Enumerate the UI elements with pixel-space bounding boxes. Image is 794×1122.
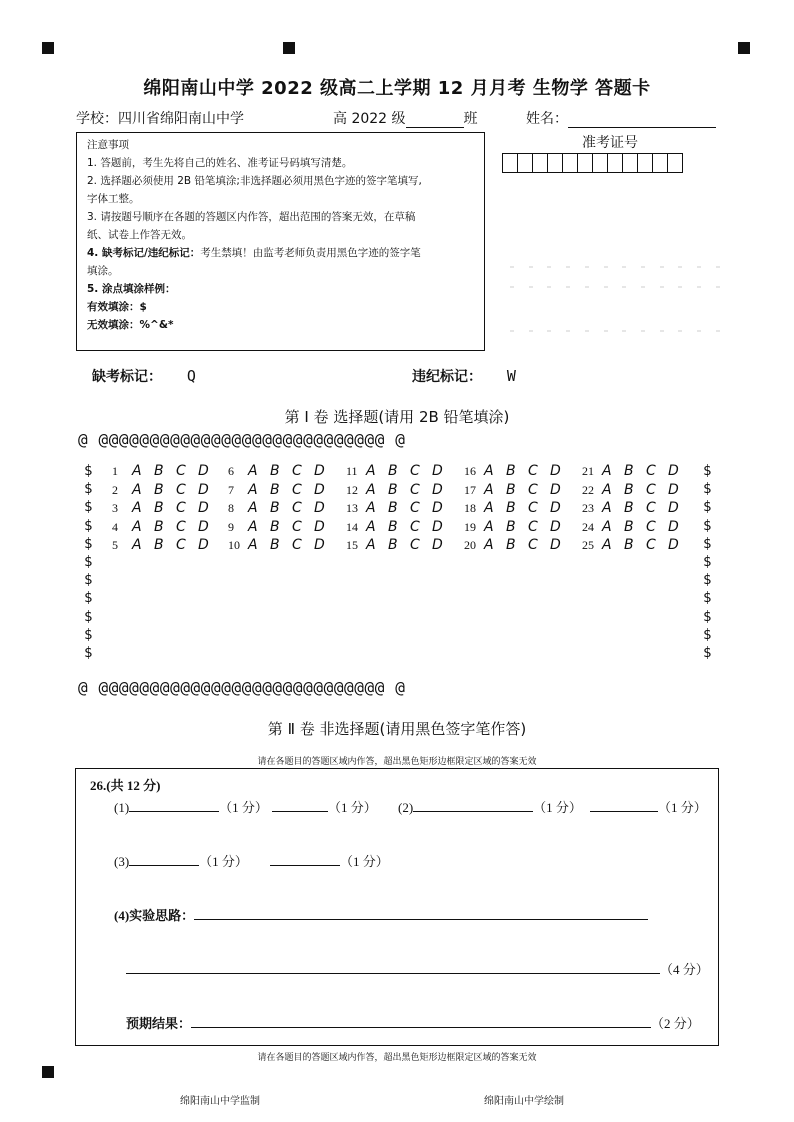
alignment-marker	[283, 42, 295, 54]
answer-blank[interactable]	[272, 799, 328, 812]
option-bubble[interactable]: C	[292, 481, 303, 498]
part-label: (2)	[398, 800, 414, 815]
choice-question	[582, 500, 690, 516]
option-bubble[interactable]: D	[550, 500, 562, 516]
option-bubble[interactable]: C	[176, 500, 187, 516]
side-marks-left: $ $ $ $ $ $ $ $ $ $ $	[84, 463, 93, 662]
question-number: 20	[464, 538, 476, 552]
choice-question	[346, 500, 454, 516]
choice-question	[464, 519, 572, 535]
option-bubble[interactable]: C	[646, 500, 657, 516]
part-label: (1)	[114, 800, 130, 815]
instruction-line: 纸、试卷上作答无效。	[87, 229, 192, 241]
option-bubble[interactable]: B	[388, 500, 399, 516]
grade-field[interactable]	[333, 108, 478, 128]
choice-question	[582, 537, 690, 553]
alignment-marker	[738, 42, 750, 54]
grade-suffix: 班	[463, 111, 478, 127]
option-bubble[interactable]: B	[388, 481, 399, 498]
violation-box[interactable]: W	[506, 367, 516, 385]
alignment-marker	[42, 42, 54, 54]
option-bubble[interactable]: B	[270, 500, 281, 516]
invalid-sample	[87, 316, 474, 334]
option-bubble[interactable]: B	[624, 537, 635, 553]
question-number: 11	[346, 464, 358, 478]
part-label: 预期结果：	[126, 1016, 192, 1031]
answer-area-note: 请在各题目的答题区域内作答，超出黑色矩形边框限定区域的答案无效	[257, 756, 537, 766]
option-bubble[interactable]: B	[624, 481, 635, 498]
option-bubble[interactable]: C	[528, 537, 539, 553]
option-bubble[interactable]: D	[198, 518, 210, 535]
score-label: （1 分）	[219, 800, 268, 815]
option-bubble[interactable]: C	[292, 518, 303, 535]
exam-id-cell[interactable]	[532, 153, 548, 173]
section-1-title: 第 Ⅰ 卷 选择题(请用 2B 铅笔填涂)	[284, 408, 510, 426]
barcode-dots	[510, 286, 720, 290]
option-bubble[interactable]: D	[198, 463, 210, 479]
option-bubble[interactable]: B	[154, 537, 165, 553]
option-bubble[interactable]: A	[248, 500, 259, 516]
option-bubble[interactable]: C	[528, 463, 539, 479]
option-bubble[interactable]: D	[668, 500, 680, 516]
barcode-dots	[510, 330, 720, 334]
choice-question	[582, 463, 690, 479]
instruction-line: 字体工整。	[87, 193, 140, 205]
option-bubble[interactable]: C	[646, 463, 657, 479]
option-bubble[interactable]: B	[624, 500, 635, 516]
option-bubble[interactable]: D	[550, 481, 562, 498]
option-bubble[interactable]: B	[388, 518, 399, 535]
exam-id-cell[interactable]	[607, 153, 623, 173]
option-bubble[interactable]: A	[366, 537, 377, 553]
score-label: （1 分）	[533, 800, 582, 815]
option-bubble[interactable]: D	[432, 500, 444, 516]
option-bubble[interactable]: C	[410, 500, 421, 516]
invalid-label: 无效填涂：	[87, 319, 140, 331]
option-bubble[interactable]: D	[198, 537, 210, 553]
choice-question	[464, 537, 572, 553]
option-bubble[interactable]: C	[528, 518, 539, 535]
score-label: （1 分）	[327, 800, 377, 815]
question-number: 18	[464, 501, 476, 515]
option-bubble[interactable]: C	[528, 500, 539, 516]
question-number: 8	[228, 501, 234, 515]
instruction-line: 5. 涂点填涂样例：	[87, 283, 176, 295]
option-bubble[interactable]: C	[410, 481, 421, 498]
exam-id-cell[interactable]	[517, 153, 533, 173]
option-bubble[interactable]: B	[388, 537, 399, 553]
choice-question	[346, 463, 454, 479]
option-bubble[interactable]: C	[646, 481, 657, 498]
option-bubble[interactable]: C	[410, 537, 421, 553]
part-label: (4)实验思路：	[114, 908, 195, 923]
exam-id-cell[interactable]	[502, 153, 518, 173]
question-number: 15	[346, 538, 358, 552]
option-bubble[interactable]: C	[410, 518, 421, 535]
option-bubble[interactable]: B	[506, 518, 517, 535]
option-bubble[interactable]: C	[528, 481, 539, 498]
question-number: 13	[346, 501, 358, 515]
answer-blank[interactable]	[270, 853, 340, 866]
option-bubble[interactable]: B	[154, 500, 165, 516]
option-bubble[interactable]: C	[176, 537, 187, 553]
option-bubble[interactable]: A	[484, 537, 495, 553]
choice-question	[464, 463, 572, 479]
alignment-marker	[42, 1066, 54, 1078]
option-bubble[interactable]: C	[646, 518, 657, 535]
score-label: （1 分）	[199, 854, 248, 869]
choice-question	[346, 482, 454, 498]
option-bubble[interactable]: D	[314, 518, 326, 535]
question-number: 16	[464, 464, 476, 478]
option-bubble[interactable]: D	[314, 481, 326, 498]
score-label: （4 分）	[660, 962, 709, 977]
question-number: 2	[112, 482, 118, 497]
option-bubble[interactable]: D	[668, 518, 680, 535]
instruction-bold: 4. 缺考标记/违纪标记：	[87, 247, 201, 259]
page-title: 绵阳南山中学 2022 级高二上学期 12 月月考 生物学 答题卡	[143, 78, 651, 99]
section-2-title: 第 Ⅱ 卷 非选择题(请用黑色签字笔作答)	[267, 720, 527, 738]
option-bubble[interactable]: A	[248, 537, 259, 553]
option-bubble[interactable]: D	[198, 500, 210, 516]
option-bubble[interactable]: A	[366, 500, 377, 516]
choice-question	[228, 482, 336, 498]
option-bubble[interactable]: A	[132, 518, 143, 535]
option-bubble[interactable]: A	[602, 463, 613, 479]
q26-part1	[114, 797, 377, 816]
answer-blank[interactable]	[129, 853, 199, 866]
footer-left: 绵阳南山中学监制	[180, 1096, 260, 1107]
option-bubble[interactable]: B	[624, 463, 635, 479]
choice-question	[582, 482, 690, 498]
option-bubble[interactable]: C	[646, 537, 657, 553]
name-blank[interactable]	[568, 113, 716, 128]
side-marks-right: $ $ $ $ $ $ $ $ $ $ $	[703, 463, 712, 662]
option-bubble[interactable]: D	[550, 518, 562, 535]
question-number: 19	[464, 519, 476, 534]
choice-question	[346, 519, 454, 535]
option-bubble[interactable]: B	[154, 518, 165, 535]
question-number: 23	[582, 501, 594, 515]
answer-line[interactable]	[194, 907, 648, 920]
choice-question	[112, 500, 220, 516]
absent-box[interactable]: Q	[186, 367, 196, 385]
score-label: （1 分）	[339, 854, 389, 869]
absent-mark[interactable]	[92, 366, 196, 386]
option-bubble[interactable]: A	[484, 500, 495, 516]
option-bubble[interactable]: C	[292, 537, 303, 553]
choice-question	[464, 482, 572, 498]
instruction-line	[87, 244, 474, 262]
option-bubble[interactable]: B	[154, 481, 165, 498]
option-bubble[interactable]: A	[132, 481, 143, 498]
question-number: 3	[112, 501, 118, 515]
class-blank[interactable]	[406, 113, 464, 128]
option-bubble[interactable]: B	[270, 463, 281, 479]
absent-label: 缺考标记：	[92, 369, 162, 385]
q26-part2	[398, 797, 707, 816]
choice-question	[228, 463, 336, 479]
option-bubble[interactable]: C	[410, 463, 421, 479]
option-bubble[interactable]: B	[506, 463, 517, 479]
option-bubble[interactable]: D	[198, 481, 210, 498]
instruction-text: 考生禁填！由监考老师负责用黑色字迹的签字笔	[200, 247, 421, 259]
option-bubble[interactable]: A	[132, 500, 143, 516]
option-bubble[interactable]: A	[602, 518, 613, 535]
answer-blank[interactable]	[590, 799, 658, 812]
exam-id-cell[interactable]	[562, 153, 578, 173]
exam-id-cell[interactable]	[667, 153, 683, 173]
question-number: 14	[346, 519, 358, 534]
question-26-label: 26.(共 12 分)	[90, 778, 161, 793]
option-bubble[interactable]: D	[432, 463, 444, 479]
option-bubble[interactable]: A	[248, 463, 259, 479]
option-bubble[interactable]: D	[432, 518, 444, 535]
option-bubble[interactable]: B	[154, 463, 165, 479]
instructions-box	[76, 132, 485, 351]
answer-area-note-bottom: 请在各题目的答题区域内作答，超出黑色矩形边框限定区域的答案无效	[257, 1052, 537, 1062]
option-bubble[interactable]: A	[602, 500, 613, 516]
exam-id-cell[interactable]	[592, 153, 608, 173]
invalid-sample-mark: %^&*	[139, 319, 174, 331]
instruction-line: 填涂。	[87, 265, 119, 277]
choice-question	[228, 537, 336, 553]
option-bubble[interactable]: C	[292, 463, 303, 479]
option-bubble[interactable]: B	[624, 518, 635, 535]
instruction-line: 1. 答题前，考生先将自己的姓名、准考证号码填写清楚。	[87, 157, 353, 169]
option-bubble[interactable]: A	[248, 518, 259, 535]
option-bubble[interactable]: A	[366, 518, 377, 535]
q26-part4	[114, 905, 648, 924]
option-bubble[interactable]: B	[270, 481, 281, 498]
option-bubble[interactable]: A	[366, 463, 377, 479]
option-bubble[interactable]: C	[176, 481, 187, 498]
answer-blank[interactable]	[129, 799, 219, 812]
q26-part4-line2	[126, 959, 709, 978]
choice-question	[112, 519, 220, 535]
q26-part3	[114, 851, 389, 870]
answer-blank[interactable]	[413, 799, 533, 812]
footer-right: 绵阳南山中学绘制	[484, 1096, 564, 1107]
choice-question	[582, 519, 690, 535]
answer-line[interactable]	[126, 961, 660, 974]
part-label: (3)	[114, 854, 130, 869]
question-number: 6	[228, 464, 234, 478]
name-field[interactable]	[526, 108, 716, 128]
instruction-line: 3. 请按题号顺序在各题的答题区内作答，超出范围的答案无效，在草稿	[87, 211, 416, 223]
choice-question	[228, 519, 336, 535]
option-bubble[interactable]: D	[550, 463, 562, 479]
barcode-dots	[510, 266, 720, 270]
option-bubble[interactable]: D	[668, 463, 680, 479]
border-row-top: @ @@@@@@@@@@@@@@@@@@@@@@@@@@@@ @	[78, 430, 406, 449]
question-number: 10	[228, 538, 240, 552]
question-number: 17	[464, 482, 476, 497]
exam-id-cell[interactable]	[622, 153, 638, 173]
option-bubble[interactable]: D	[314, 463, 326, 479]
valid-label: 有效填涂：	[87, 301, 140, 313]
valid-sample	[87, 298, 474, 316]
exam-id-cell[interactable]	[637, 153, 653, 173]
question-number: 4	[112, 519, 118, 534]
option-bubble[interactable]: A	[248, 481, 259, 498]
question-number: 12	[346, 482, 358, 497]
option-bubble[interactable]: A	[132, 537, 143, 553]
border-row-bottom: @ @@@@@@@@@@@@@@@@@@@@@@@@@@@@ @	[78, 678, 406, 697]
grade-prefix: 高 2022 级	[333, 111, 406, 127]
answer-box-26	[75, 768, 719, 1046]
option-bubble[interactable]: C	[176, 518, 187, 535]
option-bubble[interactable]: B	[270, 537, 281, 553]
question-number: 25	[582, 538, 594, 552]
exam-id-cell[interactable]	[652, 153, 668, 173]
question-number: 7	[228, 482, 234, 497]
option-bubble[interactable]: D	[432, 481, 444, 498]
option-bubble[interactable]: A	[484, 518, 495, 535]
question-number: 5	[112, 538, 118, 552]
exam-id-label: 准考证号	[582, 135, 638, 151]
option-bubble[interactable]: A	[366, 481, 377, 498]
name-label: 姓名：	[526, 111, 568, 127]
option-bubble[interactable]: D	[432, 537, 444, 553]
q26-expected	[126, 1013, 700, 1032]
option-bubble[interactable]: B	[388, 463, 399, 479]
option-bubble[interactable]: A	[484, 463, 495, 479]
answer-line[interactable]	[191, 1015, 651, 1028]
question-number: 24	[582, 519, 594, 534]
instructions-heading: 注意事项	[87, 139, 129, 151]
score-label: （1 分）	[657, 800, 707, 815]
choice-question	[464, 500, 572, 516]
school-label: 学校：四川省绵阳南山中学	[76, 111, 244, 127]
question-number: 21	[582, 464, 594, 478]
choice-question	[346, 537, 454, 553]
violation-mark[interactable]	[412, 366, 516, 386]
option-bubble[interactable]: C	[176, 463, 187, 479]
choice-question	[112, 463, 220, 479]
score-label: （2 分）	[651, 1016, 700, 1031]
option-bubble[interactable]: D	[550, 537, 562, 553]
question-number: 22	[582, 482, 594, 497]
exam-id-cell[interactable]	[547, 153, 563, 173]
option-bubble[interactable]: D	[314, 537, 326, 553]
option-bubble[interactable]: B	[506, 481, 517, 498]
exam-id-grid[interactable]	[502, 153, 682, 173]
valid-sample-mark: $	[139, 301, 147, 313]
question-number: 1	[112, 464, 118, 478]
option-bubble[interactable]: D	[314, 500, 326, 516]
instruction-line: 2. 选择题必须使用 2B 铅笔填涂;非选择题必须用黑色字迹的签字笔填写,	[87, 175, 422, 187]
option-bubble[interactable]: B	[270, 518, 281, 535]
option-bubble[interactable]: B	[506, 537, 517, 553]
option-bubble[interactable]: A	[602, 537, 613, 553]
choice-question	[112, 482, 220, 498]
choice-question	[112, 537, 220, 553]
option-bubble[interactable]: A	[484, 481, 495, 498]
option-bubble[interactable]: D	[668, 537, 680, 553]
option-bubble[interactable]: C	[292, 500, 303, 516]
option-bubble[interactable]: D	[668, 481, 680, 498]
exam-id-cell[interactable]	[577, 153, 593, 173]
option-bubble[interactable]: B	[506, 500, 517, 516]
option-bubble[interactable]: A	[602, 481, 613, 498]
choice-question	[228, 500, 336, 516]
question-number: 9	[228, 519, 234, 534]
option-bubble[interactable]: A	[132, 463, 143, 479]
violation-label: 违纪标记：	[412, 369, 482, 385]
